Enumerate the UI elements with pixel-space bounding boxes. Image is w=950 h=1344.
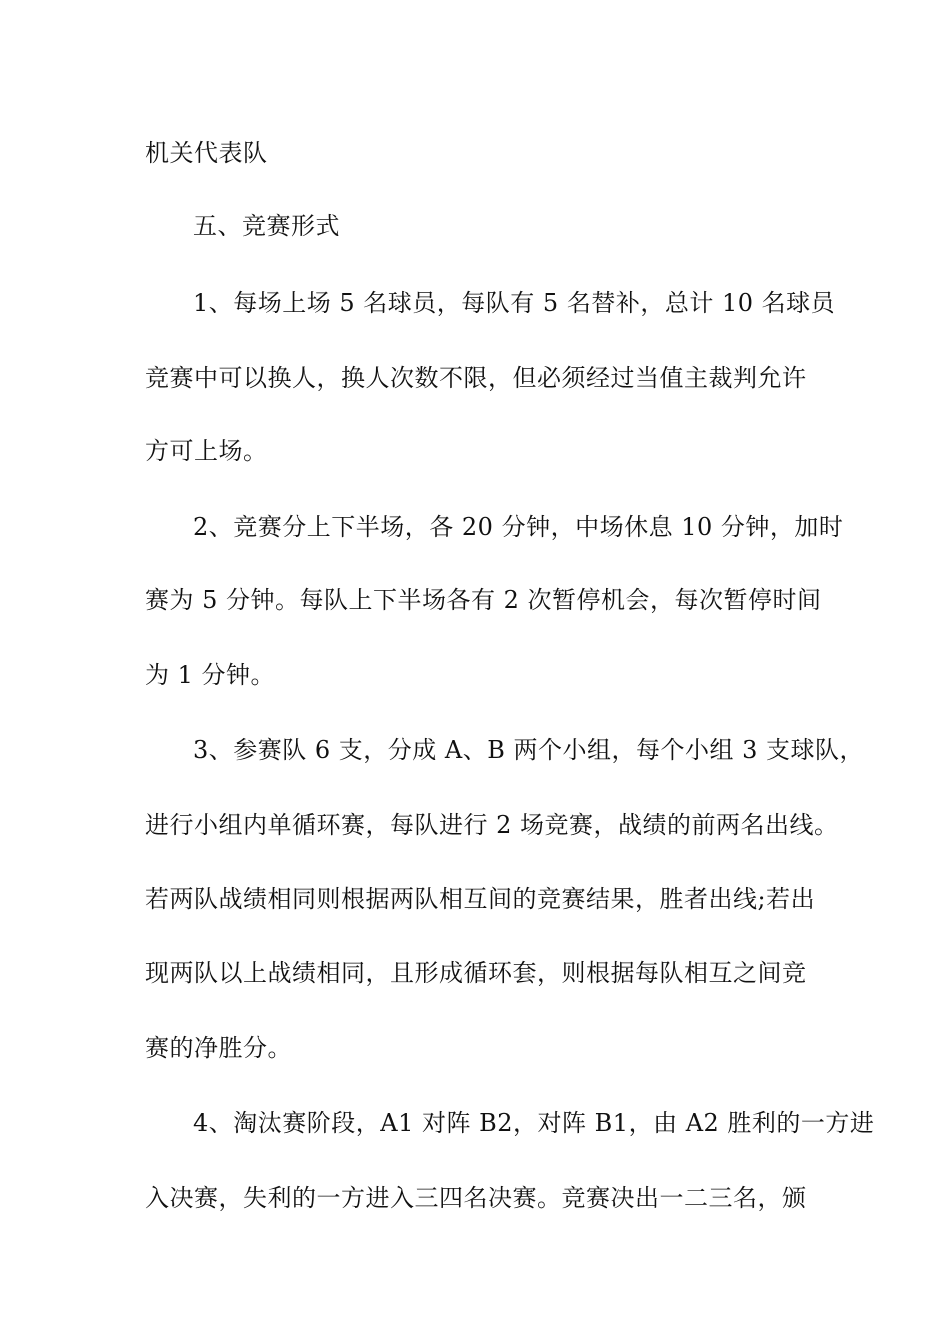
text-line: 4、淘汰赛阶段，A1 对阵 B2，对阵 B1，由 A2 胜利的一方进	[193, 1109, 875, 1137]
text-line: 方可上场。	[145, 437, 268, 465]
text-line: 为 1 分钟。	[145, 661, 276, 689]
text-line: 3、参赛队 6 支，分成 A、B 两个小组，每个小组 3 支球队，	[193, 736, 865, 764]
text-line: 现两队以上战绩相同，且形成循环套，则根据每队相互之间竞	[145, 959, 807, 987]
text-line: 入决赛，失利的一方进入三四名决赛。竞赛决出一二三名，颁	[145, 1184, 807, 1212]
text-line: 1、每场上场 5 名球员，每队有 5 名替补，总计 10 名球员	[193, 289, 836, 317]
text-line: 竞赛中可以换人，换人次数不限，但必须经过当值主裁判允许	[145, 364, 807, 392]
text-line: 若两队战绩相同则根据两队相互间的竞赛结果，胜者出线;若出	[145, 885, 816, 913]
text-line: 2、竞赛分上下半场，各 20 分钟，中场休息 10 分钟，加时	[193, 513, 844, 541]
text-line: 赛为 5 分钟。每队上下半场各有 2 次暂停机会，每次暂停时间	[145, 586, 822, 614]
section-heading: 五、竞赛形式	[193, 212, 340, 240]
text-line: 机关代表队	[145, 139, 268, 167]
text-line: 赛的净胜分。	[145, 1034, 292, 1062]
text-line: 进行小组内单循环赛，每队进行 2 场竞赛，战绩的前两名出线。	[145, 811, 839, 839]
